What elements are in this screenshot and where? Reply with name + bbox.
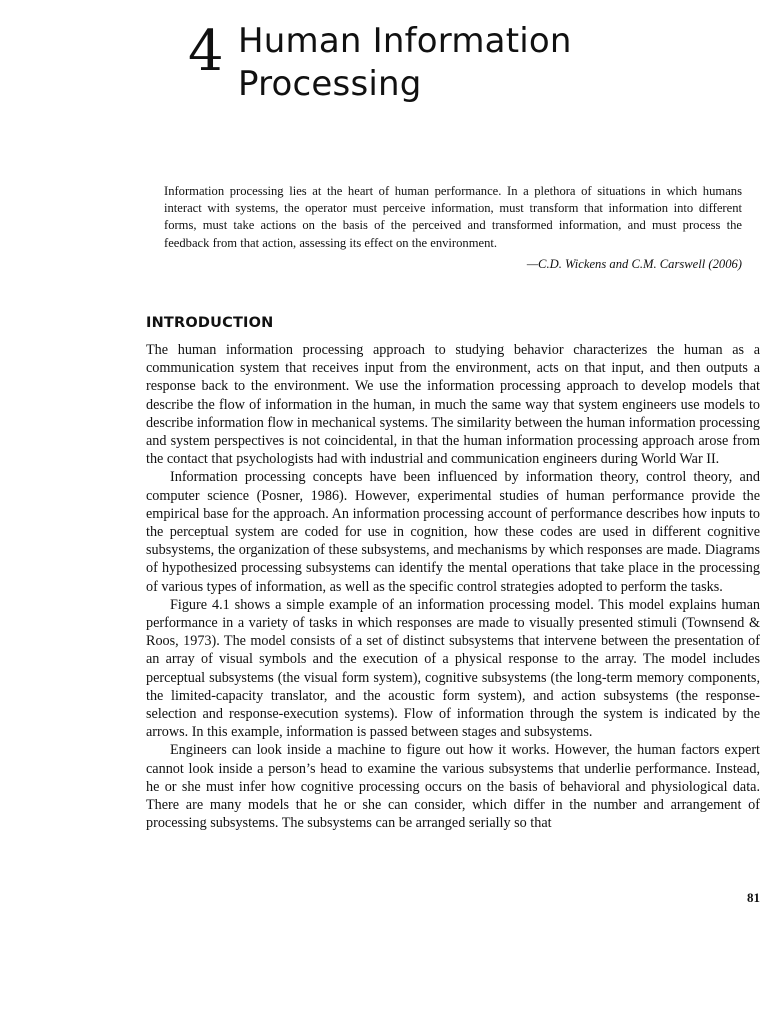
paragraph: Figure 4.1 shows a simple example of an information processing model. This model explains human performance in a variety of tasks in which responses are made to visually presented stimuli (Townsend & Roos, 1973). The model consists of a set of distinct subsystems that intervene between the presentation of an array of visual symbols and the execution of a physical response to the array. The model includes perceptual subsystems (the visual form system), cognitive subsystems (the long-term memory components, the limited-capacity translator, and the acoustic form system), and action subsystems (the response-selection and response-execution systems). Flow of information through the system is indicated by the arrows. In this example, information is passed between stages and subsystems. <box>146 596 760 741</box>
body-text <box>146 341 760 832</box>
epigraph-quote: Information processing lies at the heart of human performance. In a plethora of situations in which humans interact with systems, the operator must perceive information, must transform that information into different forms, must take actions on the basis of the perceived and transformed information, and must process the feedback from that action, assessing its effect on the environment. <box>164 184 742 250</box>
chapter-title-line-1: Human Information <box>238 21 572 61</box>
chapter-title <box>238 20 572 106</box>
chapter-header <box>188 18 748 108</box>
paragraph: Engineers can look inside a machine to figure out how it works. However, the human factors expert cannot look inside a person’s head to examine the various subsystems that underlie performance. Instead, he or she must infer how cognitive processing occurs on the basis of behavioral and physiological data. There are many models that he or she can consider, which differ in the number and arrangement of processing subsystems. The subsystems can be arranged serially so that <box>146 742 760 832</box>
section-heading: INTRODUCTION <box>146 315 274 331</box>
page-number: 81 <box>747 890 760 905</box>
epigraph-attribution: —C.D. Wickens and C.M. Carswell (2006) <box>526 257 742 271</box>
paragraph: Information processing concepts have been influenced by information theory, control theory, and computer science (Posner, 1986). However, experimental studies of human performance provide the empirical base for the approach. An information processing account of performance describes how inputs to the perceptual system are coded for use in cognition, how these codes are used in different cognitive subsystems, the organization of these subsystems, and mechanisms by which responses are made. Diagrams of hypothesized processing subsystems can identify the mental operations that take place in the processing of various types of information, as well as the specific control strategies adopted to perform the tasks. <box>146 469 760 595</box>
chapter-title-line-2: Processing <box>238 64 422 104</box>
chapter-number: 4 <box>188 19 224 84</box>
paragraph: The human information processing approach to studying behavior characterizes the human as a communication system that receives input from the environment, acts on that input, and then outputs a response back to the environment. We use the information processing approach to develop models that describe the flow of information in the human, in much the same way that system engineers use models to describe information flow in mechanical systems. The similarity between the human information processing and system perspectives is not coincidental, in that the human information processing approach arose from the contact that psychologists had with industrial and communication engineers during World War II. <box>146 342 760 468</box>
